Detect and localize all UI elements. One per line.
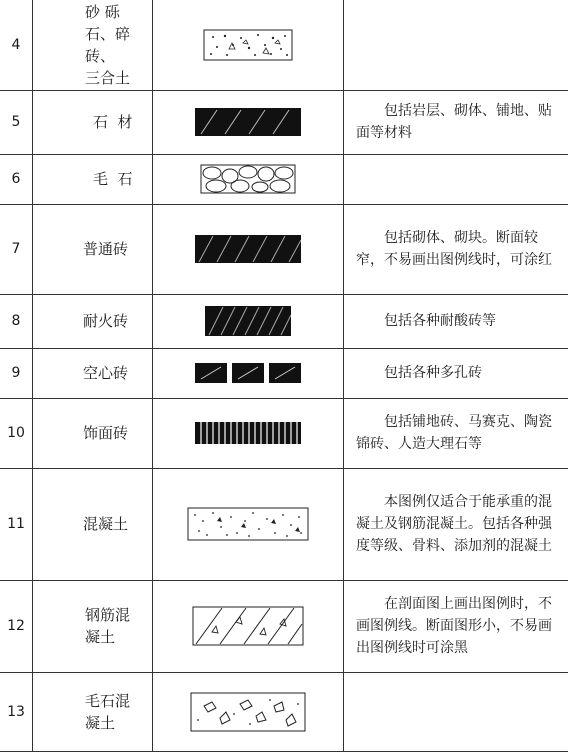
table-row xyxy=(0,348,568,398)
facing-brick-pattern-icon xyxy=(195,422,301,444)
table-row xyxy=(0,0,568,90)
concrete-pattern xyxy=(153,468,344,580)
material-note: 在剖面图上画出图例时，不画图例线。断面图形小，不易画出图例线时可涂黑 xyxy=(344,580,568,672)
row-number: 13 xyxy=(0,672,33,751)
table-row xyxy=(0,672,568,751)
table-row xyxy=(0,90,568,154)
row-number: 11 xyxy=(0,468,33,580)
table-row xyxy=(0,204,568,294)
gravel-pattern-icon xyxy=(203,29,293,61)
rubble-pattern-icon xyxy=(200,164,296,194)
material-name: 毛 石 xyxy=(33,154,153,204)
gravel-pattern xyxy=(153,0,344,90)
material-name: 毛石混 凝土 xyxy=(33,672,153,751)
rubble-concrete-pattern-icon xyxy=(190,692,306,732)
material-note xyxy=(344,0,568,90)
material-name: 钢筋混 凝土 xyxy=(33,580,153,672)
table-row xyxy=(0,468,568,580)
material-name: 饰面砖 xyxy=(33,398,153,468)
hollow-brick-pattern-icon xyxy=(195,363,301,383)
material-note: 包括各种多孔砖 xyxy=(344,348,568,398)
reinforced-concrete-pattern xyxy=(153,580,344,672)
material-name: 混凝土 xyxy=(33,468,153,580)
firebrick-pattern xyxy=(153,294,344,348)
reinforced-concrete-pattern-icon xyxy=(192,606,304,646)
material-note: 本图例仅适合于能承重的混凝土及钢筋混凝土。包括各种强度等级、骨料、添加剂的混凝土 xyxy=(344,468,568,580)
material-name: 砂 砾 石、碎砖、 三合土 xyxy=(33,0,153,90)
table-row xyxy=(0,398,568,468)
material-name: 石 材 xyxy=(33,90,153,154)
facing-brick-pattern xyxy=(153,398,344,468)
row-number: 6 xyxy=(0,154,33,204)
rubble-concrete-pattern xyxy=(153,672,344,751)
material-note: 包括铺地砖、马赛克、陶瓷锦砖、人造大理石等 xyxy=(344,398,568,468)
material-note: 包括各种耐酸砖等 xyxy=(344,294,568,348)
row-number: 5 xyxy=(0,90,33,154)
row-number: 8 xyxy=(0,294,33,348)
material-note xyxy=(344,154,568,204)
hollow-brick-pattern xyxy=(153,348,344,398)
row-number: 7 xyxy=(0,204,33,294)
material-name: 耐火砖 xyxy=(33,294,153,348)
table-row xyxy=(0,294,568,348)
row-number: 4 xyxy=(0,0,33,90)
material-note: 包括岩层、砌体、铺地、贴面等材料 xyxy=(344,90,568,154)
stone-pattern-icon xyxy=(195,108,301,136)
row-number: 12 xyxy=(0,580,33,672)
material-note: 包括砌体、砌块。断面较窄，不易画出图例线时，可涂红 xyxy=(344,204,568,294)
brick-pattern-icon xyxy=(195,235,301,263)
table-row xyxy=(0,580,568,672)
row-number: 9 xyxy=(0,348,33,398)
row-number: 10 xyxy=(0,398,33,468)
stone-pattern xyxy=(153,90,344,154)
concrete-pattern-icon xyxy=(187,507,309,541)
material-name: 空心砖 xyxy=(33,348,153,398)
material-note xyxy=(344,672,568,751)
firebrick-pattern-icon xyxy=(205,306,291,336)
material-name: 普通砖 xyxy=(33,204,153,294)
table-row xyxy=(0,154,568,204)
brick-pattern xyxy=(153,204,344,294)
rubble-pattern xyxy=(153,154,344,204)
